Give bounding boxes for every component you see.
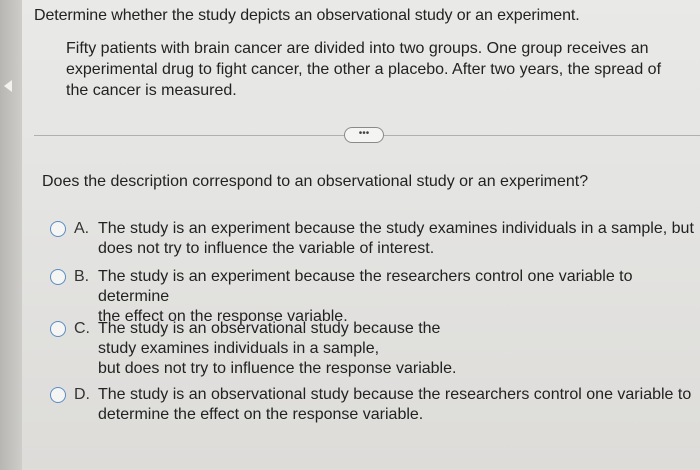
option-text-b: The study is an experiment because the researchers control one variable to determine the effect on the response variable. — [98, 268, 633, 325]
option-letter-b: B. — [74, 268, 90, 285]
radio-button-a[interactable] — [50, 221, 66, 237]
question-panel — [22, 0, 700, 470]
answer-option-c[interactable] — [50, 319, 456, 379]
radio-button-d[interactable] — [50, 387, 66, 403]
collapse-arrow-icon[interactable] — [4, 80, 12, 92]
expand-more-button[interactable]: ••• — [344, 127, 384, 143]
answer-option-d[interactable] — [50, 385, 691, 425]
question-text: Does the description correspond to an observational study or an experiment? — [42, 173, 589, 190]
option-letter-d: D. — [74, 386, 90, 403]
radio-button-c[interactable] — [50, 321, 66, 337]
option-letter-a: A. — [74, 220, 90, 237]
option-text-a: The study is an experiment because the study examines individuals in a sample, but does not try to influence the variable of interest. — [98, 220, 694, 257]
answer-option-a[interactable] — [50, 219, 694, 259]
option-text-d: The study is an observational study because the researchers control one variable to determine the effect on the response variable. — [98, 386, 692, 423]
option-text-c: The study is an observational study because the study examines individuals in a sample, but does not try to influence the response variable. — [98, 320, 457, 377]
option-letter-c: C. — [74, 320, 90, 337]
question-title: Determine whether the study depicts an observational study or an experiment. — [34, 7, 580, 24]
problem-statement: Fifty patients with brain cancer are divided into two groups. One group receives an experimental drug to fight cancer, the other a placebo. After two years, the spread of the cancer is measured. — [66, 40, 662, 99]
left-side-bar — [0, 0, 22, 470]
answer-option-b[interactable] — [50, 267, 700, 327]
radio-button-b[interactable] — [50, 269, 66, 285]
